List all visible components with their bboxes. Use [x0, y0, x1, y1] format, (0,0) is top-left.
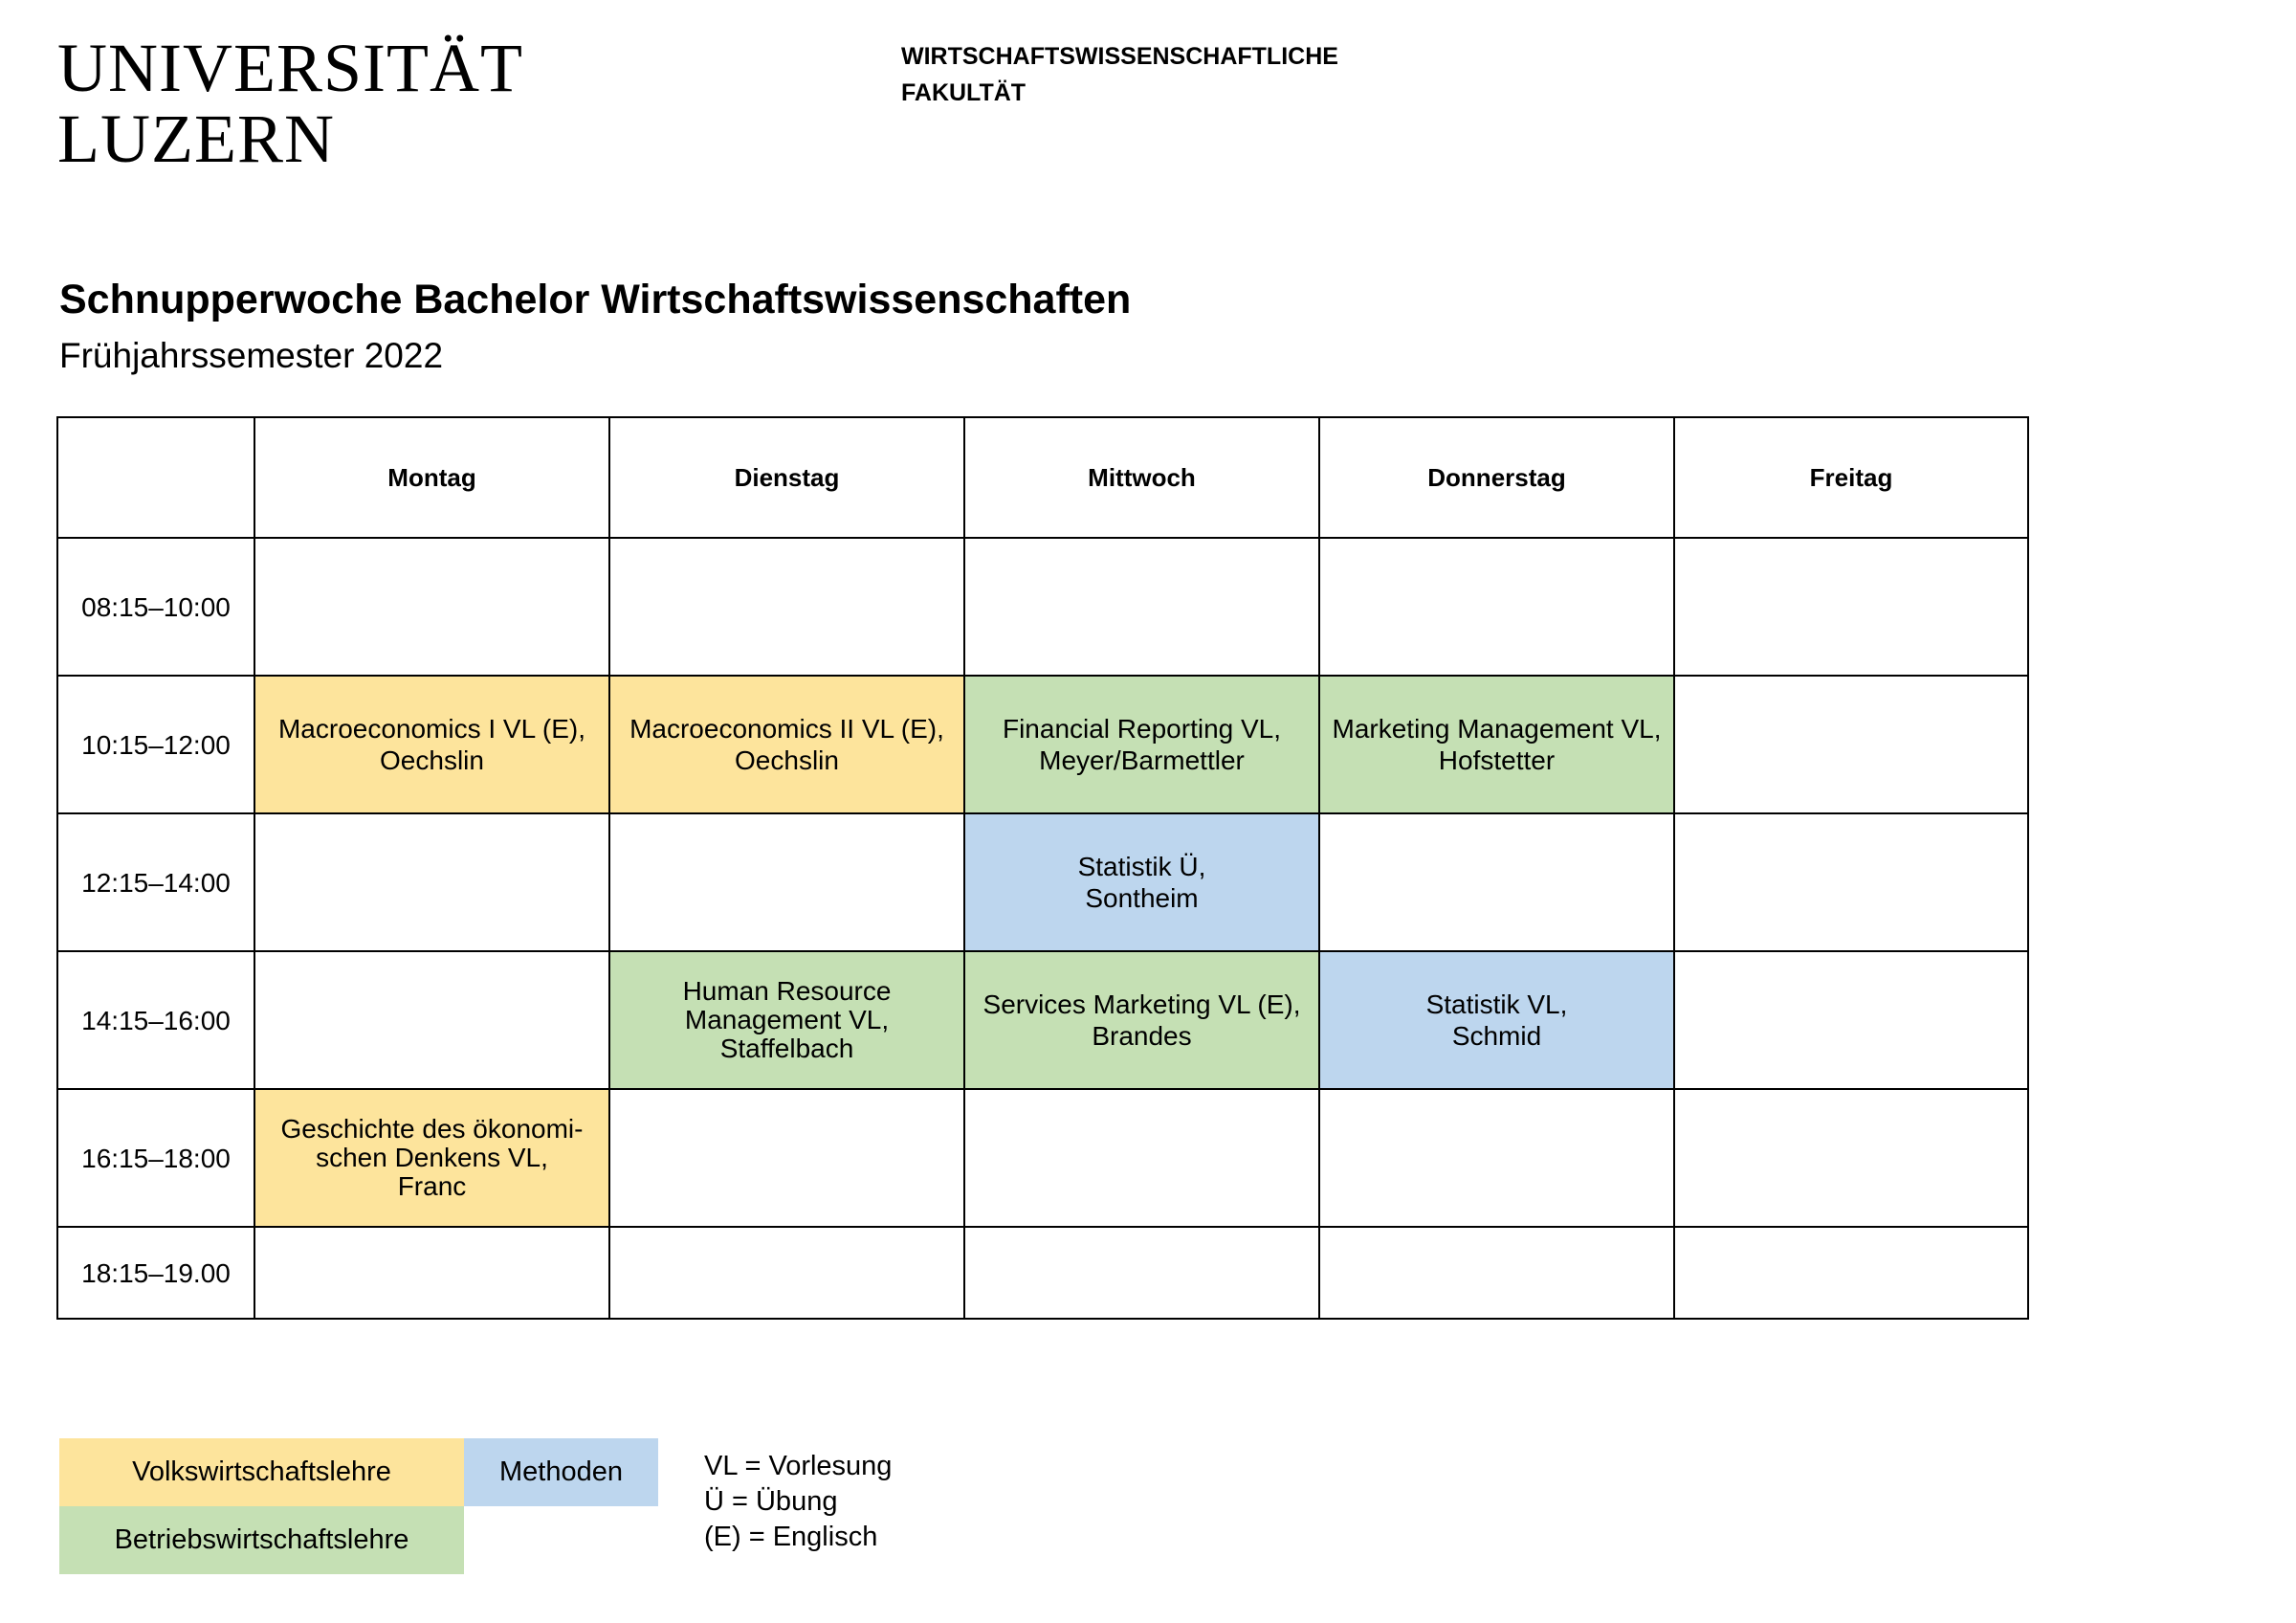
logo-line-2: LUZERN	[57, 100, 335, 177]
empty-cell	[1674, 538, 2028, 676]
course-line: Services Marketing VL (E),	[982, 989, 1301, 1019]
legend-bwl: Betriebswirtschaftslehre	[59, 1506, 464, 1574]
course-cell	[254, 1089, 609, 1227]
course-cell	[609, 951, 964, 1089]
day-header: Freitag	[1674, 417, 2028, 538]
course-line: Geschichte des ökonomi-	[280, 1114, 584, 1144]
empty-cell	[1319, 1089, 1674, 1227]
course-cell	[1319, 676, 1674, 813]
empty-cell	[254, 1227, 609, 1319]
empty-cell	[1674, 676, 2028, 813]
empty-cell	[964, 1089, 1319, 1227]
corner-cell	[57, 417, 254, 538]
empty-cell	[609, 813, 964, 951]
course-line: Statistik VL,	[1425, 989, 1568, 1019]
logo-line-1: UNIVERSITÄT	[57, 30, 523, 106]
day-header: Donnerstag	[1319, 417, 1674, 538]
abbrev-vl: VL = Vorlesung	[704, 1451, 893, 1481]
empty-cell	[1674, 1227, 2028, 1319]
schedule-header-row	[57, 417, 2028, 538]
course-cell	[1319, 951, 1674, 1089]
legend-methoden: Methoden	[464, 1438, 658, 1506]
abbrev-ue: Ü = Übung	[704, 1486, 838, 1517]
course-line: Hofstetter	[1438, 745, 1556, 775]
empty-cell	[609, 538, 964, 676]
schedule-row	[57, 813, 2028, 951]
course-cell	[964, 951, 1319, 1089]
time-slot: 14:15–16:00	[57, 951, 254, 1089]
course-line: Management VL,	[684, 1005, 890, 1034]
course-line: Statistik Ü,	[1077, 852, 1206, 881]
course-line: Macroeconomics I VL (E),	[277, 714, 586, 744]
faculty-line-2: FAKULTÄT	[901, 79, 1027, 106]
course-cell	[964, 813, 1319, 951]
course-line: Oechslin	[735, 745, 839, 775]
day-header: Mittwoch	[964, 417, 1319, 538]
empty-cell	[1319, 538, 1674, 676]
schedule-row	[57, 1089, 2028, 1227]
course-line: Staffelbach	[719, 1034, 854, 1063]
course-line: Sontheim	[1085, 883, 1199, 913]
schedule-table	[56, 416, 2029, 1320]
legend-vwl: Volkswirtschaftslehre	[59, 1438, 464, 1506]
course-line: Marketing Management VL,	[1332, 714, 1662, 744]
time-slot: 18:15–19.00	[57, 1227, 254, 1319]
course-line: Financial Reporting VL,	[1002, 714, 1282, 744]
empty-cell	[1674, 813, 2028, 951]
course-line: Meyer/Barmettler	[1039, 745, 1245, 775]
time-slot: 10:15–12:00	[57, 676, 254, 813]
empty-cell	[964, 1227, 1319, 1319]
faculty-name	[901, 38, 1338, 111]
page-subtitle: Frühjahrssemester 2022	[59, 336, 444, 375]
empty-cell	[1674, 1089, 2028, 1227]
time-slot: 16:15–18:00	[57, 1089, 254, 1227]
abbreviation-legend	[704, 1449, 892, 1555]
course-cell	[964, 676, 1319, 813]
empty-cell	[1319, 813, 1674, 951]
schedule-row	[57, 951, 2028, 1089]
empty-cell	[609, 1227, 964, 1319]
empty-cell	[254, 951, 609, 1089]
empty-cell	[1674, 951, 2028, 1089]
empty-cell	[964, 538, 1319, 676]
course-line: Franc	[397, 1171, 467, 1201]
course-line: Schmid	[1451, 1021, 1542, 1051]
schedule-row	[57, 1227, 2028, 1319]
university-logo	[57, 30, 523, 177]
day-header: Dienstag	[609, 417, 964, 538]
empty-cell	[1319, 1227, 1674, 1319]
course-line: Oechslin	[380, 745, 484, 775]
course-line: schen Denkens VL,	[316, 1143, 548, 1172]
course-line: Macroeconomics II VL (E),	[629, 714, 944, 744]
schedule-row	[57, 676, 2028, 813]
course-cell	[254, 676, 609, 813]
page-title: Schnupperwoche Bachelor Wirtschaftswissenschaften	[59, 277, 1132, 322]
time-slot: 12:15–14:00	[57, 813, 254, 951]
schedule-row	[57, 538, 2028, 676]
course-cell	[609, 676, 964, 813]
time-slot: 08:15–10:00	[57, 538, 254, 676]
abbrev-e: (E) = Englisch	[704, 1522, 878, 1552]
day-header: Montag	[254, 417, 609, 538]
course-line: Human Resource	[682, 976, 892, 1006]
faculty-line-1: WIRTSCHAFTSWISSENSCHAFTLICHE	[901, 43, 1338, 70]
empty-cell	[254, 813, 609, 951]
course-line: Brandes	[1092, 1021, 1192, 1051]
empty-cell	[254, 538, 609, 676]
empty-cell	[609, 1089, 964, 1227]
